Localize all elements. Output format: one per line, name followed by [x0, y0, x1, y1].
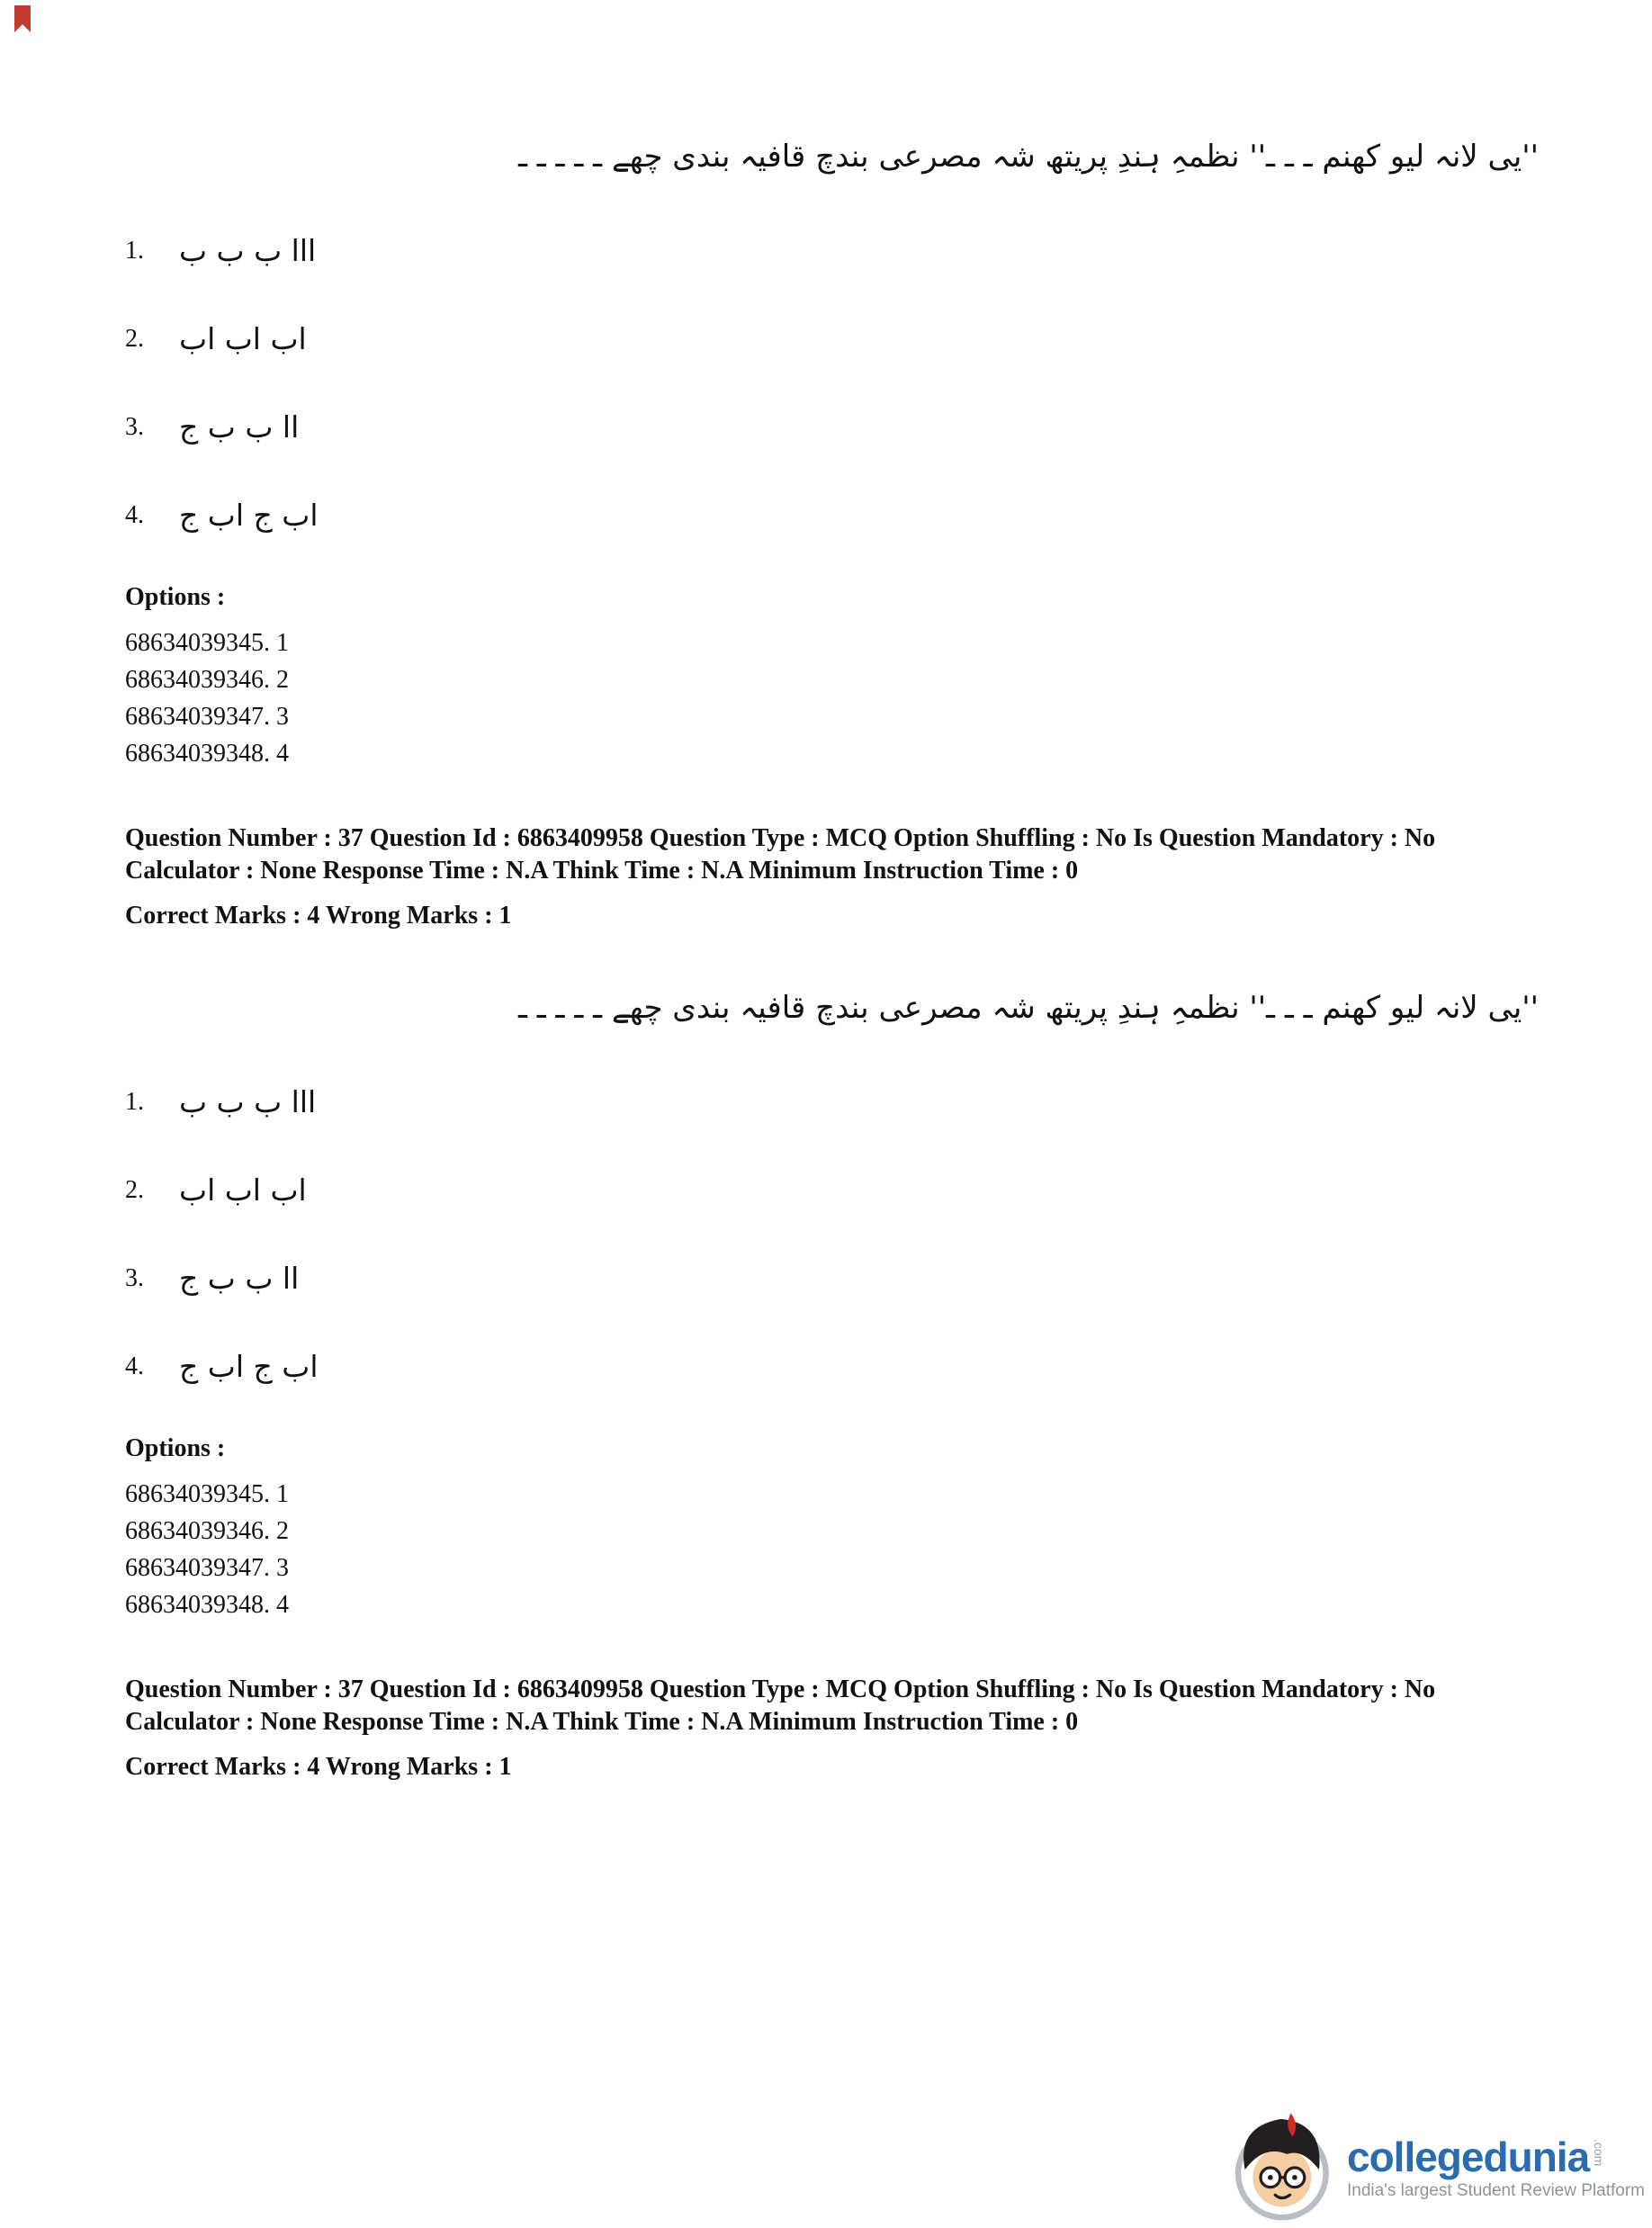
red-bookmark-icon [14, 5, 31, 32]
option-text-urdu: اا ب ب ج [179, 409, 300, 445]
option-text-urdu: اب ج اب ج [179, 498, 319, 533]
option-number: 1. [125, 237, 144, 265]
option-row [125, 1082, 1539, 1123]
option-text-urdu: ااا ب ب ب [179, 1084, 317, 1119]
question-block [125, 135, 1539, 932]
mascot-icon [1230, 2109, 1338, 2226]
option-text-urdu: اب اب اب [179, 1172, 307, 1208]
option-number: 3. [125, 413, 144, 441]
option-id-line: 68634039347. 3 [125, 703, 289, 731]
option-id-line: 68634039346. 2 [125, 666, 289, 694]
option-row [125, 1170, 1539, 1211]
brand-suffix: .com [1592, 2138, 1607, 2166]
option-text-urdu: اب اب اب [179, 321, 307, 356]
marks-line: Correct Marks : 4 Wrong Marks : 1 [125, 1753, 512, 1781]
option-row [125, 495, 1539, 536]
brand-tagline: India's largest Student Review Platform [1346, 2180, 1645, 2200]
option-row [125, 319, 1539, 360]
page-content [125, 0, 1539, 1783]
option-id-line: 68634039346. 2 [125, 1517, 289, 1545]
options-heading: Options : [125, 583, 226, 611]
question-block [125, 986, 1539, 1783]
option-number: 4. [125, 1352, 144, 1380]
option-text-urdu: اا ب ب ج [179, 1261, 300, 1296]
option-text-urdu: ااا ب ب ب [179, 233, 317, 268]
option-row [125, 407, 1539, 448]
question-stem-urdu: ''یی لانہ لیو کھنم ـ ـ ـ'' نظمہِ ہندِ پریتھ شہ مصرعی بندچ قافیہ بندی چھے ـ ـ ـ ـ ـ [518, 139, 1539, 175]
option-id-line: 68634039348. 4 [125, 740, 289, 768]
option-id-line: 68634039345. 1 [125, 629, 289, 657]
option-row [125, 1346, 1539, 1388]
option-row [125, 1258, 1539, 1299]
option-number: 1. [125, 1088, 144, 1116]
option-id-line: 68634039345. 1 [125, 1480, 289, 1508]
question-metadata: Question Number : 37 Question Id : 6863409958 Question Type : MCQ Option Shuffling : No Is Question Mandatory : No Calculator : None Response Time : N.A Think Time : N.A Minimum Instruction Time : 0 [125, 1675, 1436, 1736]
brand-name: collegedunia [1346, 2133, 1590, 2180]
option-number: 2. [125, 1176, 144, 1204]
options-heading: Options : [125, 1434, 226, 1462]
option-number: 3. [125, 1264, 144, 1292]
option-id-line: 68634039347. 3 [125, 1554, 289, 1582]
question-metadata: Question Number : 37 Question Id : 6863409958 Question Type : MCQ Option Shuffling : No Is Question Mandatory : No Calculator : None Response Time : N.A Think Time : N.A Minimum Instruction Time : 0 [125, 824, 1436, 885]
option-number: 2. [125, 325, 144, 353]
collegedunia-logo [1230, 2109, 1645, 2226]
marks-line: Correct Marks : 4 Wrong Marks : 1 [125, 902, 512, 930]
option-id-line: 68634039348. 4 [125, 1591, 289, 1619]
option-row [125, 230, 1539, 272]
question-stem-urdu: ''یی لانہ لیو کھنم ـ ـ ـ'' نظمہِ ہندِ پریتھ شہ مصرعی بندچ قافیہ بندی چھے ـ ـ ـ ـ ـ [518, 990, 1539, 1026]
brand-text [1347, 2135, 1645, 2201]
option-number: 4. [125, 501, 144, 529]
option-text-urdu: اب ج اب ج [179, 1349, 319, 1384]
